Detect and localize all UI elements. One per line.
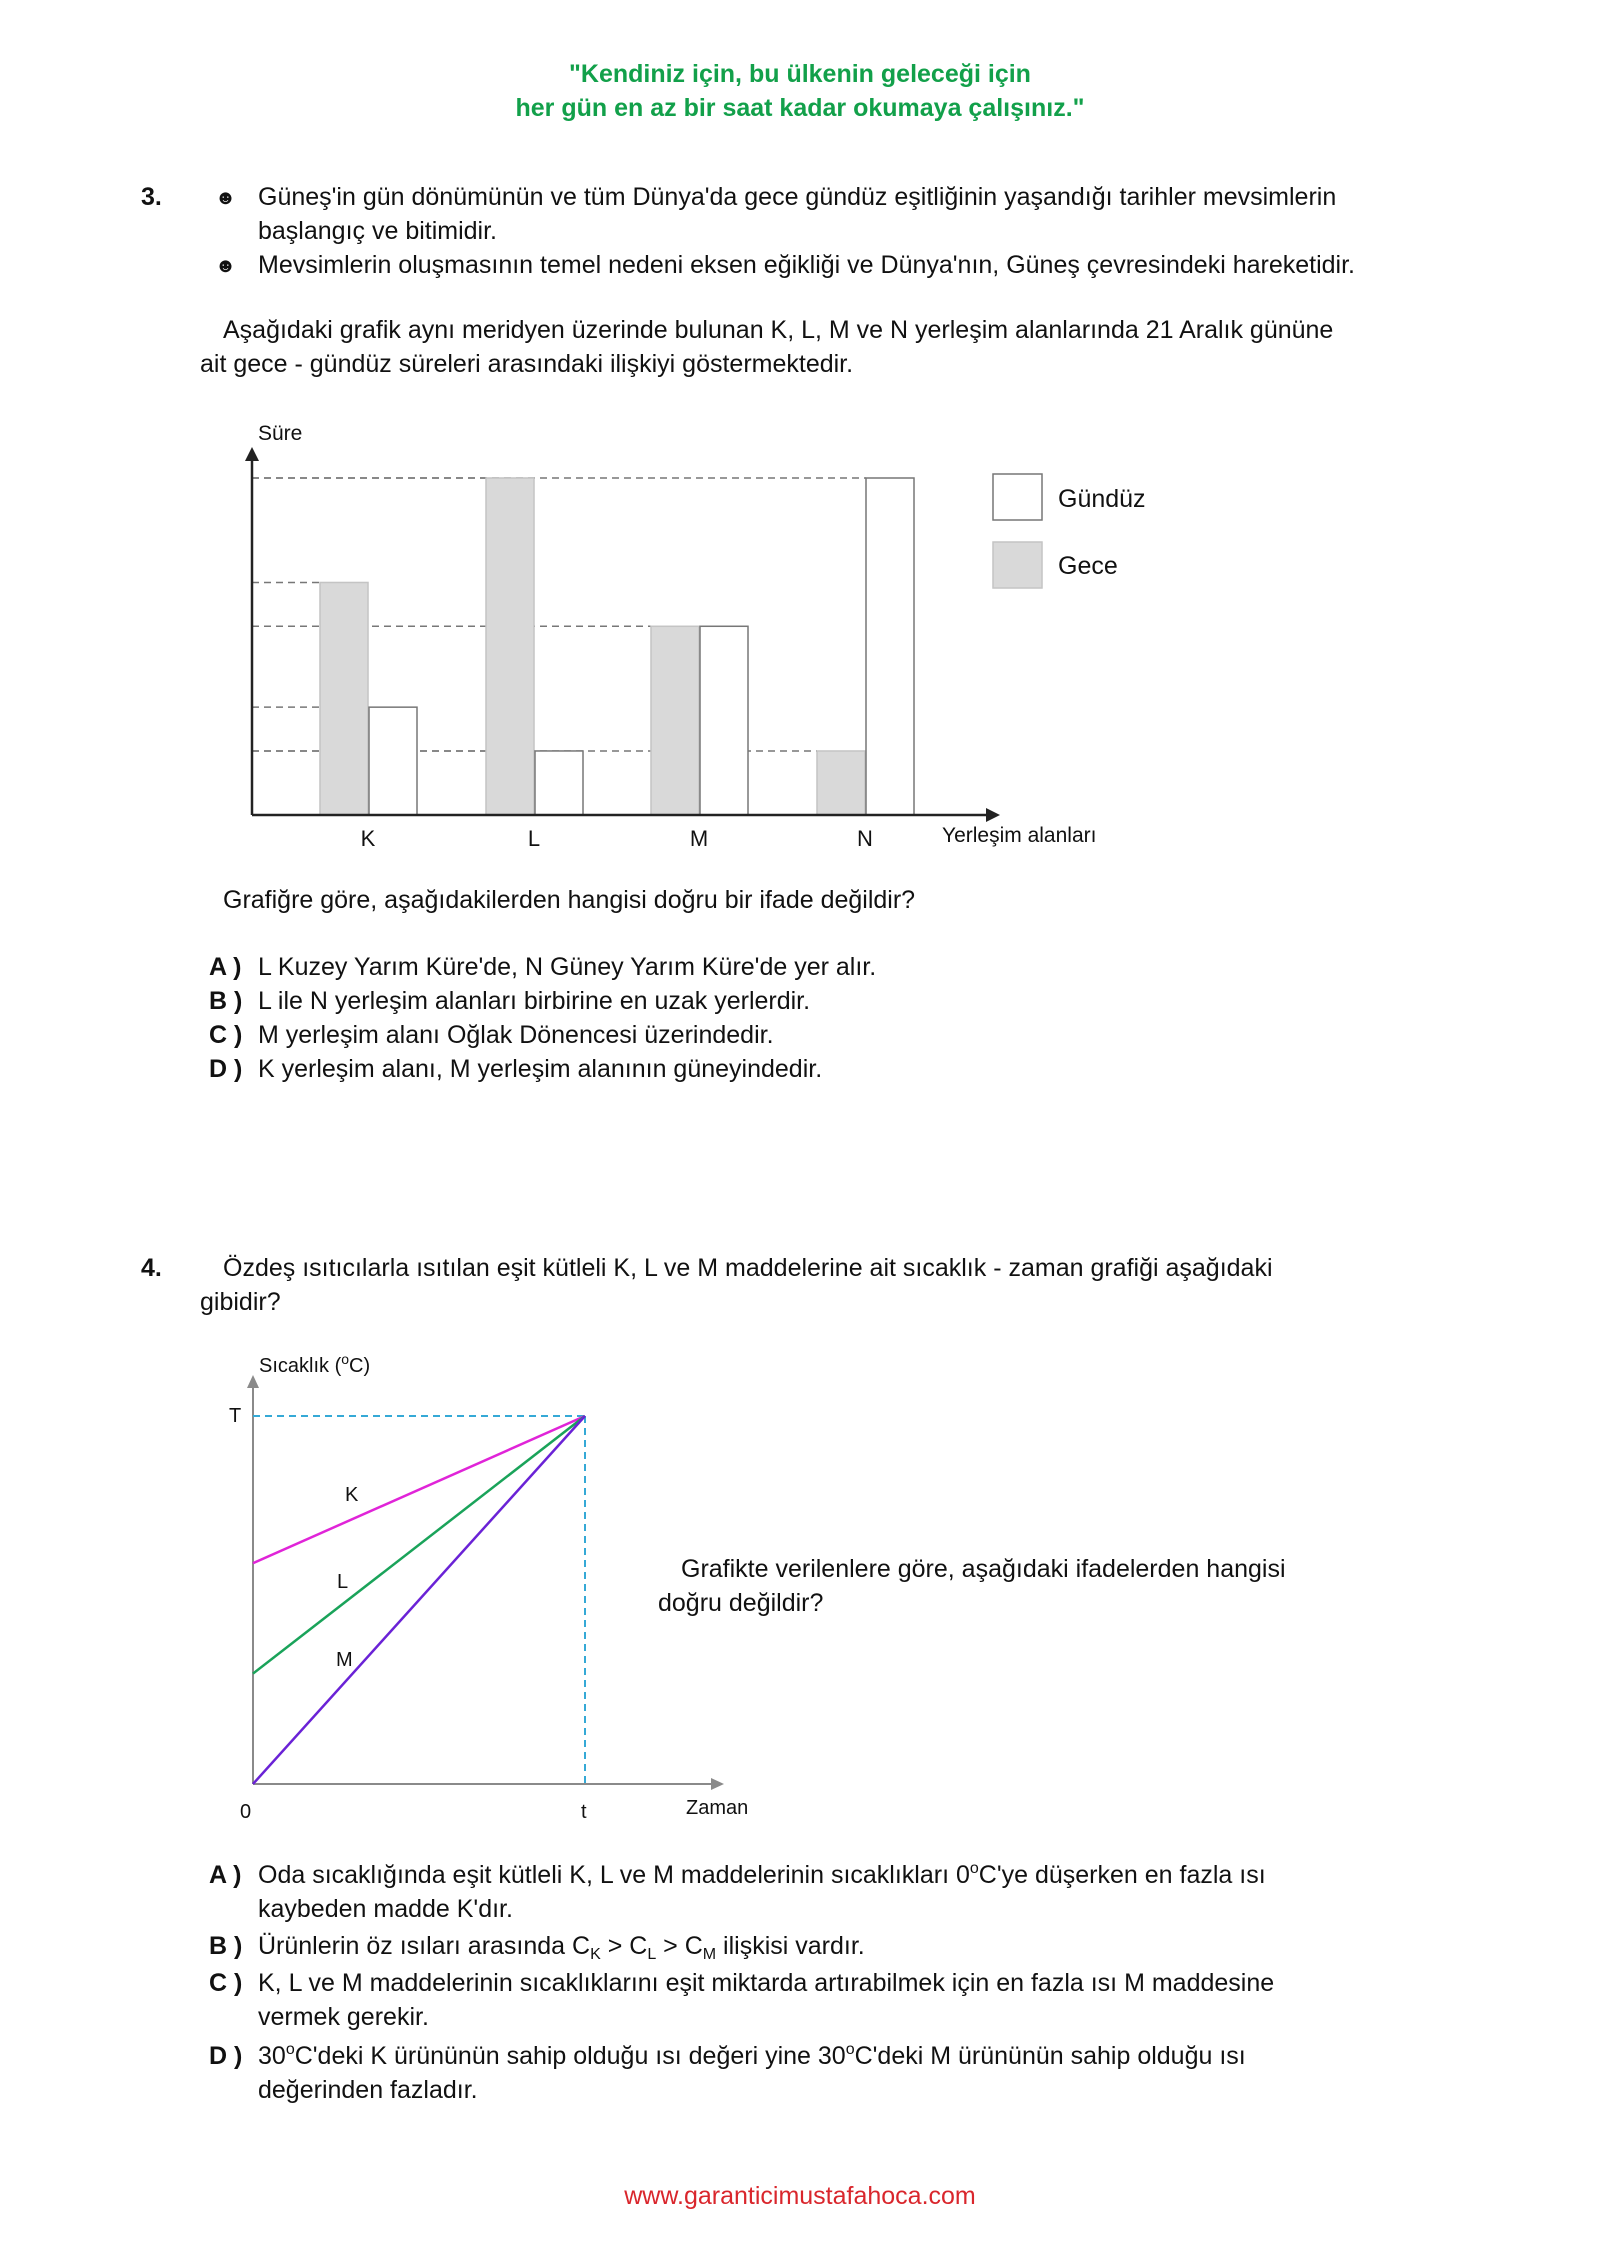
footer-website-link[interactable]: www.garanticimustafahoca.com [624, 2182, 976, 2210]
smiley-bullet-icon: ☻ [215, 187, 237, 209]
q4-option-b-text: Ürünlerin öz ısıları arasında $C_K > C_L > C_M$ ilişkisi vardır. [258, 1932, 865, 1963]
q3-bullet-1-line-1: Güneş'in gün dönümünün ve tüm Dünya'da gece gündüz eşitliğinin yaşandığı tarihler mevsimlerin [258, 183, 1337, 211]
bar-gece-L [486, 478, 534, 815]
q4-option-c-label: C ) [209, 1969, 243, 1997]
bar-gece-M [651, 626, 699, 815]
legend-swatch-gece [993, 542, 1042, 588]
q4-intro-line-2: gibidir? [200, 1288, 281, 1316]
category-labels [361, 826, 873, 851]
x-tick-0: 0 [240, 1801, 252, 1823]
category-label-L: L [527, 826, 541, 851]
x-axis-arrow [986, 808, 1000, 822]
motto-line-2: her gün en az bir saat kadar okumaya çalışınız." [515, 94, 1085, 122]
bar-gunduz-N [866, 478, 914, 815]
bar-gece-N [817, 751, 865, 815]
y-tick-T: T [229, 1405, 242, 1427]
question-3-number: 3. [141, 183, 162, 211]
category-label-K: K [360, 826, 376, 851]
q4-side-line-1: Grafikte verilenlere göre, aşağıdaki ifadelerden hangisi [681, 1555, 1286, 1583]
question-4-number: 4. [141, 1254, 162, 1282]
x-axis-label: Yerleşim alanları [942, 824, 1097, 847]
q3-bullet-1-line-2: başlangıç ve bitimidir. [258, 217, 498, 245]
q3-option-d-text: K yerleşim alanı, M yerleşim alanının güneyindedir. [258, 1055, 823, 1083]
q3-option-a-label: A ) [209, 953, 242, 981]
legend-label-gunduz: Gündüz [1058, 485, 1146, 513]
q4-option-d-line-1: 30$^o$C'deki K ürününün sahip olduğu ısı değeri yine 30$^o$C'deki M ürününün sahip olduğu ısı [258, 2041, 1246, 2070]
y-axis-arrow [245, 447, 259, 461]
category-label-M: M [689, 826, 709, 851]
q3-option-d-label: D ) [209, 1055, 243, 1083]
bar-gunduz-M [700, 626, 748, 815]
legend-label-gece: Gece [1058, 552, 1118, 580]
q4-option-a-line-1: Oda sıcaklığında eşit kütleli K, L ve M maddelerinin sıcaklıkları 0$^o$C'ye düşerken en fazla ısı [258, 1860, 1266, 1889]
series-lines [253, 1416, 585, 1784]
smiley-bullet-icon: ☻ [215, 255, 237, 277]
q4-option-b-label: B ) [209, 1932, 243, 1960]
temperature-time-chart [0, 1300, 800, 1830]
q3-bullet-2: Mevsimlerin oluşmasının temel nedeni eksen eğikliği ve Dünya'nın, Güneş çevresindeki hareketidir. [258, 251, 1355, 279]
q3-option-a-text: L Kuzey Yarım Küre'de, N Güney Yarım Küre'de yer alır. [258, 953, 877, 981]
q4-option-c-line-2: vermek gerekir. [258, 2003, 429, 2031]
q3-option-b-text: L ile N yerleşim alanları birbirine en uzak yerlerdir. [258, 987, 811, 1015]
daylength-bar-chart [0, 0, 1600, 900]
series-line-K [253, 1416, 585, 1563]
y-axis-label: Süre [258, 422, 303, 445]
x-tick-t: t [581, 1801, 587, 1823]
x-axis-arrow [711, 1778, 724, 1790]
bars [320, 478, 914, 815]
q4-option-a-label: A ) [209, 1861, 242, 1889]
bar-gunduz-K [369, 707, 417, 815]
q4-option-d-line-2: değerinden fazladır. [258, 2076, 478, 2104]
q4-option-a-line-2: kaybeden madde K'dır. [258, 1895, 513, 1923]
bar-gece-K [320, 582, 368, 815]
category-label-N: N [857, 826, 873, 851]
series-label-M: M [336, 1649, 353, 1671]
q3-option-c-label: C ) [209, 1021, 243, 1049]
q3-intro-line-1: Aşağıdaki grafik aynı meridyen üzerinde bulunan K, L, M ve N yerleşim alanlarında 21 Aralık gününe [223, 316, 1334, 344]
series-label-L: L [337, 1571, 349, 1593]
q4-side-line-2: doğru değildir? [658, 1589, 824, 1617]
q3-question: Grafiğre göre, aşağıdakilerden hangisi doğru bir ifade değildir? [223, 886, 916, 914]
y-axis-label: Sıcaklık ($^o$C) [259, 1351, 371, 1377]
series-label-K: K [345, 1484, 359, 1506]
legend-swatch-gunduz [993, 474, 1042, 520]
q3-option-b-label: B ) [209, 987, 243, 1015]
series-line-L [253, 1416, 585, 1674]
q3-option-c-text: M yerleşim alanı Oğlak Dönencesi üzerindedir. [258, 1021, 774, 1049]
q4-option-c-line-1: K, L ve M maddelerinin sıcaklıklarını eşit miktarda artırabilmek için en fazla ısı M maddesine [258, 1969, 1275, 1997]
bar-gunduz-L [535, 751, 583, 815]
series-line-M [253, 1416, 585, 1784]
q4-intro-line-1: Özdeş ısıtıcılarla ısıtılan eşit kütleli K, L ve M maddelerine ait sıcaklık - zaman grafiği aşağıdaki [223, 1254, 1273, 1282]
motto-line-1: "Kendiniz için, bu ülkenin geleceği için [569, 60, 1031, 88]
y-axis-arrow [247, 1375, 259, 1388]
q4-option-d-label: D ) [209, 2042, 243, 2070]
q3-intro-line-2: ait gece - gündüz süreleri arasındaki ilişkiyi göstermektedir. [200, 350, 854, 378]
x-axis-label: Zaman [686, 1797, 749, 1819]
